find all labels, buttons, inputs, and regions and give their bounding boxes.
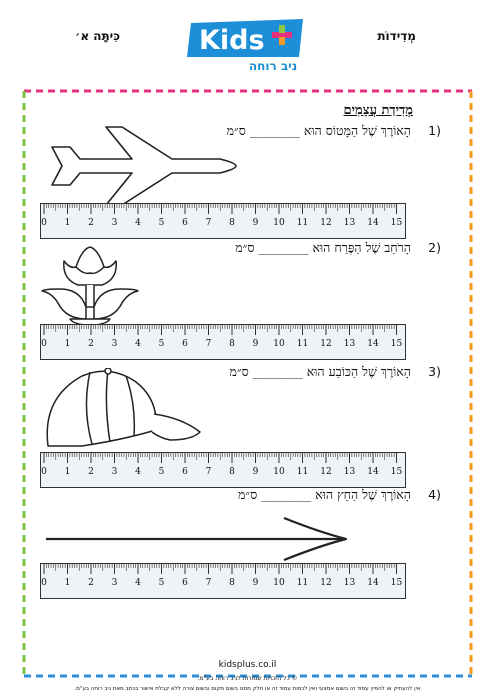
ruler-label: 9	[252, 218, 259, 228]
tulip-icon	[40, 245, 140, 331]
question-3-text: הָאוֹרֶךְ שֶׁל הַכּוֹבַע הוּא ________ ס״מ	[229, 364, 411, 379]
question-2-number: 2)	[428, 240, 441, 255]
grade-label: כִּיתָּה א׳	[75, 29, 121, 43]
airplane-icon	[44, 125, 239, 211]
ruler-label: 14	[367, 578, 379, 588]
ruler-label: 15	[390, 578, 403, 588]
ruler-label: 8	[229, 578, 235, 588]
ruler-label: 0	[41, 578, 47, 588]
ruler-label: 4	[135, 218, 141, 228]
cap-icon	[42, 368, 202, 454]
ruler-label: 9	[252, 467, 259, 477]
ruler-label: 13	[343, 467, 356, 477]
ruler-label: 8	[229, 218, 235, 228]
ruler-label: 7	[205, 339, 212, 349]
ruler-label: 1	[64, 467, 71, 477]
ruler-label: 8	[229, 467, 235, 477]
ruler-label: 12	[320, 218, 332, 228]
ruler-label: 13	[343, 578, 356, 588]
ruler-label: 3	[111, 218, 118, 228]
ruler-label: 13	[343, 218, 356, 228]
ruler-label: 0	[41, 218, 47, 228]
ruler-label: 6	[182, 339, 188, 349]
arrow-icon	[44, 516, 354, 566]
ruler-label: 10	[273, 218, 285, 228]
logo-subtitle: ניב רוחה	[248, 59, 298, 73]
ruler-label: 15	[390, 339, 403, 349]
footer-copyright: © כל הזכויות שמורות לניב רוחה בע"מ.	[197, 675, 298, 682]
ruler-label: 14	[367, 218, 379, 228]
ruler-label: 9	[252, 339, 259, 349]
question-1-number: 1)	[428, 123, 441, 138]
worksheet-title: מְדִידַת עֲצָמִים	[343, 103, 413, 118]
ruler-label: 1	[64, 339, 71, 349]
ruler	[40, 563, 406, 599]
ruler-label: 0	[41, 339, 47, 349]
ruler	[40, 452, 406, 488]
ruler-label: 5	[158, 218, 165, 228]
ruler-label: 11	[296, 218, 309, 228]
ruler-label: 6	[182, 467, 188, 477]
question-3-number: 3)	[428, 364, 441, 379]
logo-text: Kids	[199, 25, 265, 56]
ruler-label: 12	[320, 578, 332, 588]
footer-site: kidsplus.co.il	[218, 660, 277, 670]
ruler-label: 9	[252, 578, 259, 588]
ruler	[40, 203, 406, 239]
ruler-label: 4	[135, 467, 141, 477]
ruler-label: 4	[135, 339, 141, 349]
ruler-label: 14	[367, 339, 379, 349]
ruler-label: 10	[273, 467, 285, 477]
ruler-label: 13	[343, 339, 356, 349]
ruler-label: 3	[111, 578, 118, 588]
ruler-label: 5	[158, 578, 165, 588]
ruler-label: 12	[320, 467, 332, 477]
footer-notice: אין להעתיק או להפיץ עמוד זה בשום אמצעי ואין לכסות עמוד זה או חלק ממנו בשום מקום ובשום צורה ללא קבלת אישור בכתב מאת ניב רוחה בע"מ.	[74, 686, 421, 692]
ruler-label: 11	[296, 339, 309, 349]
ruler-label: 2	[88, 467, 94, 477]
ruler-label: 6	[182, 218, 188, 228]
subject-label: מְדִידוֹת	[377, 29, 416, 43]
question-4-number: 4)	[428, 487, 441, 502]
ruler-label: 3	[111, 339, 118, 349]
ruler-label: 2	[88, 578, 94, 588]
ruler-label: 6	[182, 578, 188, 588]
ruler-label: 1	[64, 218, 71, 228]
ruler-label: 1	[64, 578, 71, 588]
ruler-label: 14	[367, 467, 379, 477]
ruler	[40, 324, 406, 360]
ruler-label: 8	[229, 339, 235, 349]
ruler-label: 7	[205, 467, 212, 477]
ruler-label: 3	[111, 467, 118, 477]
ruler-label: 4	[135, 578, 141, 588]
ruler-label: 10	[273, 578, 285, 588]
ruler-label: 2	[88, 339, 94, 349]
ruler-label: 12	[320, 339, 332, 349]
ruler-label: 0	[41, 467, 47, 477]
ruler-label: 11	[296, 578, 309, 588]
ruler-label: 5	[158, 339, 165, 349]
ruler-label: 7	[205, 578, 212, 588]
ruler-label: 15	[390, 467, 403, 477]
ruler-label: 10	[273, 339, 285, 349]
ruler-label: 5	[158, 467, 165, 477]
ruler-label: 2	[88, 218, 94, 228]
ruler-label: 7	[205, 218, 212, 228]
question-1-text: הָאוֹרֶךְ שֶׁל הַמָּטוֹס הוּא ________ ס״מ	[226, 123, 411, 138]
ruler-label: 11	[296, 467, 309, 477]
ruler-label: 15	[390, 218, 403, 228]
question-4-text: הָאוֹרֶךְ שֶׁל הַחֵץ הוּא ________ ס״מ	[238, 487, 411, 502]
question-2-text: הָרֹחַב שֶׁל הַפֶּרַח הוּא ________ ס״מ	[235, 240, 411, 255]
